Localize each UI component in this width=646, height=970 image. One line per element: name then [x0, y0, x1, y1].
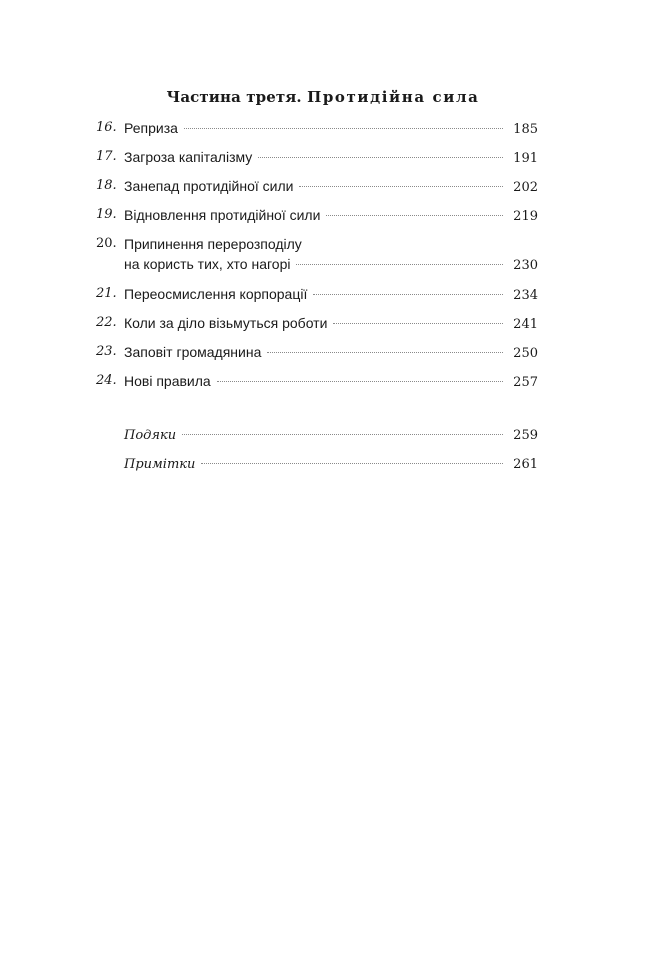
page-number: 185 — [513, 122, 538, 137]
page-number: 219 — [513, 209, 538, 224]
chapter-title: Загроза капіталізму — [124, 149, 253, 165]
page-number: 230 — [513, 258, 538, 273]
toc-entry-16[interactable] — [96, 118, 538, 138]
back-matter-title: Подяки — [124, 428, 177, 443]
chapter-title-line2: на користь тих, хто нагорі — [124, 256, 291, 272]
chapter-title: Відновлення протидійної сили — [124, 207, 321, 223]
part-title — [0, 88, 646, 106]
dot-leader — [313, 294, 503, 295]
chapter-number: 22. — [96, 315, 117, 330]
toc-entry-acknowledgements[interactable] — [96, 426, 538, 446]
chapter-title: Нові правила — [124, 373, 211, 389]
page-number: 202 — [513, 180, 538, 195]
dot-leader — [326, 215, 503, 216]
chapter-number: 19. — [96, 207, 117, 222]
page-number: 261 — [513, 457, 538, 472]
chapter-number: 18. — [96, 178, 117, 193]
dot-leader — [217, 381, 503, 382]
dot-leader — [267, 352, 503, 353]
part-title-sub: Протидійна сила — [307, 88, 480, 106]
toc-entry-20[interactable] — [96, 234, 538, 274]
dot-leader — [201, 463, 503, 464]
page-number: 191 — [513, 151, 538, 166]
page-number: 234 — [513, 288, 538, 303]
toc-entry-18[interactable] — [96, 176, 538, 196]
page-number: 250 — [513, 346, 538, 361]
chapter-number: 17. — [96, 149, 117, 164]
chapter-title: Переосмислення корпорації — [124, 286, 308, 302]
chapter-title: Занепад протидійної сили — [124, 178, 294, 194]
page-number: 241 — [513, 317, 538, 332]
chapter-title: Реприза — [124, 120, 178, 136]
back-matter-title: Примітки — [124, 457, 196, 472]
dot-leader — [299, 186, 503, 187]
chapter-number: 16. — [96, 120, 117, 135]
dot-leader — [258, 157, 503, 158]
page-number: 257 — [513, 375, 538, 390]
dot-leader — [184, 128, 503, 129]
chapter-number: 20. — [96, 236, 117, 251]
part-title-main: Частина третя. — [166, 88, 302, 106]
chapter-title-line1: Припинення перерозподілу — [124, 236, 302, 252]
toc-entry-17[interactable] — [96, 147, 538, 167]
chapter-number: 21. — [96, 286, 117, 301]
toc-entry-19[interactable] — [96, 205, 538, 225]
chapter-title: Заповіт громадянина — [124, 344, 262, 360]
toc-entry-22[interactable] — [96, 313, 538, 333]
dot-leader — [296, 264, 503, 265]
toc-entry-23[interactable] — [96, 342, 538, 362]
chapter-number: 24. — [96, 373, 117, 388]
toc-entry-21[interactable] — [96, 284, 538, 304]
dot-leader — [182, 434, 503, 435]
toc-entry-notes[interactable] — [96, 455, 538, 475]
chapter-title: Коли за діло візьмуться роботи — [124, 315, 328, 331]
page-number: 259 — [513, 428, 538, 443]
dot-leader — [333, 323, 503, 324]
toc-entry-24[interactable] — [96, 371, 538, 391]
chapter-number: 23. — [96, 344, 117, 359]
